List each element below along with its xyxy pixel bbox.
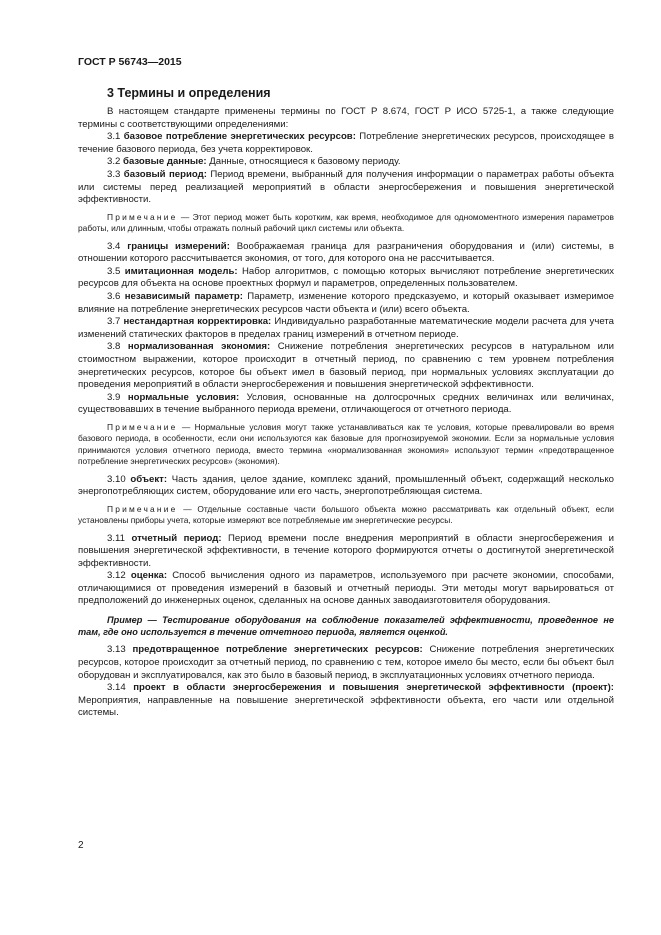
document-page — [78, 56, 614, 720]
term-3-9: 3.9 нормальные условия: Условия, основанные на долгосрочных средних величинах или величинах, существовавших в течение выбранного периода времени, отличающегося от отчетного периода. — [78, 391, 614, 416]
term-3-13: 3.13 предотвращенное потребление энергетических ресурсов: Снижение потребления энергетических ресурсов, которое происходит за отчетный период, по сравнению с тем, которое имело бы место, если бы объект был оборудован и эксплуатировался, как это было в базовый период, в эксплуатационных условиях отчетного периода. — [78, 644, 614, 681]
note-3: Примечание — Отдельные составные части большого объекта можно рассматривать как отдельный объект, если установлены приборы учета, которые измеряют все потребляемые им энергетические ресурсы. — [78, 503, 614, 526]
note-2: Примечание — Нормальные условия могут также устанавливаться как те условия, которые превалировали во время базового периода, в особенности, если они используются как базовые для прогнозируемой экономии. Если за нормальные условия принимаются условия отчетного периода, вместо термина «нормализованная экономия» используют термин «предотвращенное потребление энергетических ресурсов» (экономия). — [78, 421, 614, 467]
section-title: 3 Термины и определения — [107, 86, 271, 100]
note-1: Примечание — Этот период может быть коротким, как время, необходимое для одномоментного измерения параметров работы, или длинным, чтобы отражать полный рабочий цикл системы или объекта. — [78, 211, 614, 234]
term-3-10: 3.10 объект: Часть здания, целое здание, комплекс зданий, промышленный объект, содержащий несколько энергопотребляющих систем, оборудование или его часть, энергопотребляющая система. — [78, 473, 614, 498]
example-paragraph: Пример — Тестирование оборудования на соблюдение показателей эффективности, проведенное не там, где оно используется в течение отчетного периода, является оценкой. — [78, 615, 614, 638]
term-3-7: 3.7 нестандартная корректировка: Индивидуально разработанные математические модели расчета для учета изменений статических факторов в пределах границ измерений в отчетном периоде. — [78, 316, 614, 340]
page-number: 2 — [78, 840, 84, 851]
document-header: ГОСТ Р 56743—2015 — [78, 56, 182, 68]
term-3-5: 3.5 имитационная модель: Набор алгоритмов, с помощью которых вычисляют потребление энергетических ресурсов для объекта на основе проектных формул и параметров, определенных пользователем. — [78, 265, 614, 290]
term-3-8: 3.8 нормализованная экономия: Снижение потребления энергетических ресурсов в натуральном или стоимостном выражении, которое происходит в отчетный период, по сравнению с тем уровнем потребления энергетических ресурсов, которое бы объект имел в базовый период, при нормальных условиях эксплуатации до проведения мероприятий в области энергосбережения и повышения энергетической эффективности. — [78, 341, 614, 391]
term-3-14: 3.14 проект в области энергосбережения и повышения энергетической эффективности (проект): Мероприятия, направленные на повышение энергетической эффективности объекта, его части или отдельной системы. — [78, 682, 615, 719]
intro-paragraph: В настоящем стандарте применены термины по ГОСТ Р 8.674, ГОСТ Р ИСО 5725-1, а также следующие термины с соответствующими определениями: — [78, 106, 614, 130]
term-3-2: 3.2 базовые данные: Данные, относящиеся к базовому периоду. — [107, 156, 401, 168]
term-3-3: 3.3 базовый период: Период времени, выбранный для получения информации о параметрах работы объекта или системы перед реализацией мероприятий в области энергосбережения и повышения энергетической эффективности. — [78, 168, 614, 206]
term-3-11: 3.11 отчетный период: Период времени после внедрения мероприятий в области энергосбережения и повышения энергетической эффективности, в течение которого формируются отчеты о достигнутой энергетической эффективности. — [78, 532, 614, 569]
term-3-12: 3.12 оценка: Способ вычисления одного из параметров, используемого при расчете экономии, способами, отличающимися от проведения измерений в базовый и отчетный периоды. Эти методы могут варьироваться от предположений до инженерных оценок, сделанных на основе данных заводаизготовителя оборудования. — [78, 570, 615, 607]
term-3-4: 3.4 границы измерений: Воображаемая граница для разграничения оборудования и (или) системы, в отношении которого рассчитывается экономия, от того, для которого она не рассчитывается. — [78, 240, 615, 265]
term-3-1: 3.1 базовое потребление энергетических ресурсов: Потребление энергетических ресурсов, происходящее в течение базового периода, без учета корректировок. — [78, 131, 614, 155]
term-3-6: 3.6 независимый параметр: Параметр, изменение которого предсказуемо, и который оказывает измеримое влияние на потребление энергетических ресурсов части объекта и (или) всего объекта. — [78, 290, 614, 315]
